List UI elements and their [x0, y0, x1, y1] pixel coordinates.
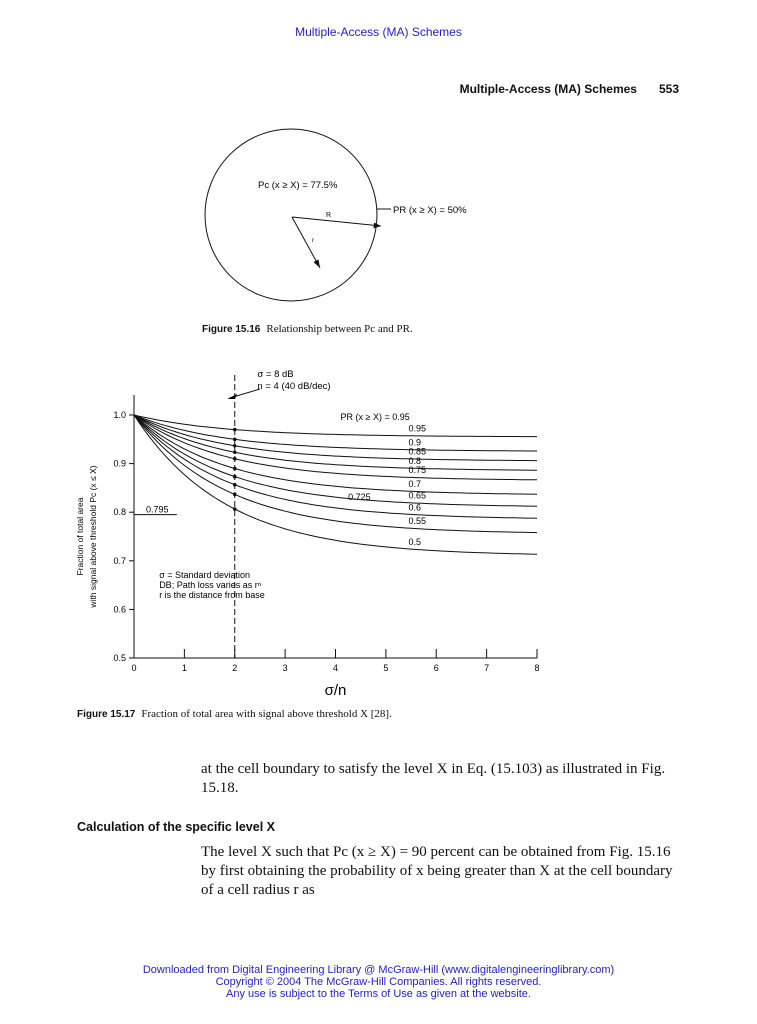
- caption-number: Figure 15.16: [202, 324, 261, 335]
- running-head-title: Multiple-Access (MA) Schemes: [459, 82, 637, 96]
- y-tick-label: 0.5: [113, 653, 126, 663]
- figure-15-17-chart: [70, 360, 560, 700]
- arrow-head-r: [314, 260, 321, 269]
- pr-095-label: PR (x ≥ X) = 0.95: [340, 411, 410, 422]
- curve-label: 0.8: [408, 455, 422, 466]
- footer: [0, 964, 757, 1000]
- curve-0.5: [134, 415, 537, 554]
- running-head: [460, 82, 679, 96]
- pc-label: Pc (x ≥ X) = 77.5%: [258, 180, 338, 191]
- curve-0.95: [134, 415, 537, 437]
- y-tick-label: 0.9: [113, 458, 126, 469]
- point-at-2: [233, 444, 237, 448]
- x-tick-label: 7: [484, 663, 490, 673]
- curve-label: 0.55: [408, 516, 427, 527]
- curve-label: 0.5: [408, 537, 422, 548]
- section-heading: Calculation of the specific level X: [77, 820, 275, 834]
- curve-label: 0.75: [408, 465, 427, 476]
- curve-0.7: [134, 415, 537, 494]
- point-at-2: [233, 493, 237, 497]
- cell-circle: [205, 129, 377, 301]
- curve-label: 0.85: [408, 446, 427, 457]
- point-at-2: [233, 507, 237, 511]
- value-0725: 0.725: [348, 492, 371, 503]
- x-tick-label: 0: [131, 663, 137, 673]
- x-tick-label: 3: [282, 663, 288, 673]
- x-tick-label: 5: [383, 663, 389, 673]
- curve-0.9: [134, 415, 537, 451]
- curve-label: 0.95: [408, 423, 427, 434]
- caption-text: Relationship between Pc and PR.: [266, 323, 413, 335]
- n-annotation: n = 4 (40 dB/dec): [257, 381, 331, 392]
- legend-line-2: DB; Path loss varies as rⁿ: [159, 580, 262, 591]
- x-tick-label: 2: [232, 663, 238, 673]
- curve-label: 0.65: [408, 490, 427, 501]
- footer-line-3: Any use is subject to the Terms of Use as given at the website.: [226, 988, 531, 1000]
- curve-0.6: [134, 415, 537, 518]
- paragraph-2: The level X such that Pc (x ≥ X) = 90 percent can be obtained from Fig. 15.16 by first obtaining the probability of x being greater than X at the cell boundary of a cell radius r as: [201, 844, 673, 898]
- radius-r-arrow: [292, 217, 320, 268]
- caption-text: Fraction of total area with signal above threshold X [28].: [141, 708, 392, 720]
- x-axis-label: σ/n: [324, 682, 347, 699]
- radius-R-arrow: [292, 217, 381, 226]
- point-at-2: [233, 475, 237, 479]
- curve-label: 0.7: [408, 479, 422, 490]
- figure-15-17-caption: [77, 708, 392, 720]
- x-tick-label: 4: [332, 663, 339, 673]
- footer-line-1[interactable]: Downloaded from Digital Engineering Library @ McGraw-Hill (www.digitalengineeringlibrary.com): [142, 964, 615, 976]
- curve-label: 0.9: [408, 437, 422, 448]
- curve-label: 0.6: [408, 502, 422, 513]
- figure-15-16-caption: [202, 323, 413, 335]
- x-tick-label: 6: [433, 663, 439, 673]
- annotation-arrow-head: [227, 394, 237, 399]
- pr-label: PR (x ≥ X) = 50%: [393, 205, 467, 216]
- y-tick-label: 1.0: [113, 410, 126, 420]
- point-at-2: [233, 483, 237, 487]
- point-at-2: [233, 438, 237, 442]
- legend-line-3: r is the distance from base: [159, 590, 265, 601]
- arrow-head-R: [374, 223, 382, 229]
- y-axis-label-1: Fraction of total area: [75, 497, 85, 576]
- point-at-2: [233, 457, 237, 461]
- radius-R-label: R: [326, 212, 332, 219]
- point-at-2: [233, 450, 237, 454]
- y-tick-label: 0.7: [113, 555, 126, 566]
- top-link[interactable]: Multiple-Access (MA) Schemes: [295, 25, 462, 39]
- sigma-annotation: σ = 8 dB: [257, 369, 294, 380]
- legend-line-1: σ = Standard deviation: [159, 569, 251, 580]
- point-at-2: [233, 428, 237, 432]
- curve-0.8: [134, 415, 537, 470]
- y-tick-label: 0.8: [113, 507, 126, 518]
- paragraph-1: at the cell boundary to satisfy the level X in Eq. (15.103) as illustrated in Fig. 15.18.: [201, 761, 666, 796]
- point-at-2: [233, 467, 237, 471]
- radius-r-label: r: [312, 238, 314, 244]
- value-0795: 0.795: [146, 504, 169, 515]
- figure-15-16: [195, 125, 515, 315]
- curve-0.65: [134, 415, 537, 506]
- x-tick-label: 1: [181, 663, 187, 673]
- y-axis-label-2: with signal above threshold Pc (x ≤ X): [88, 465, 98, 608]
- x-tick-label: 8: [534, 663, 540, 673]
- page-number: 553: [658, 82, 679, 96]
- caption-number: Figure 15.17: [77, 709, 136, 720]
- y-tick-label: 0.6: [113, 604, 126, 615]
- footer-line-2: Copyright © 2004 The McGraw-Hill Companies. All rights reserved.: [215, 976, 542, 988]
